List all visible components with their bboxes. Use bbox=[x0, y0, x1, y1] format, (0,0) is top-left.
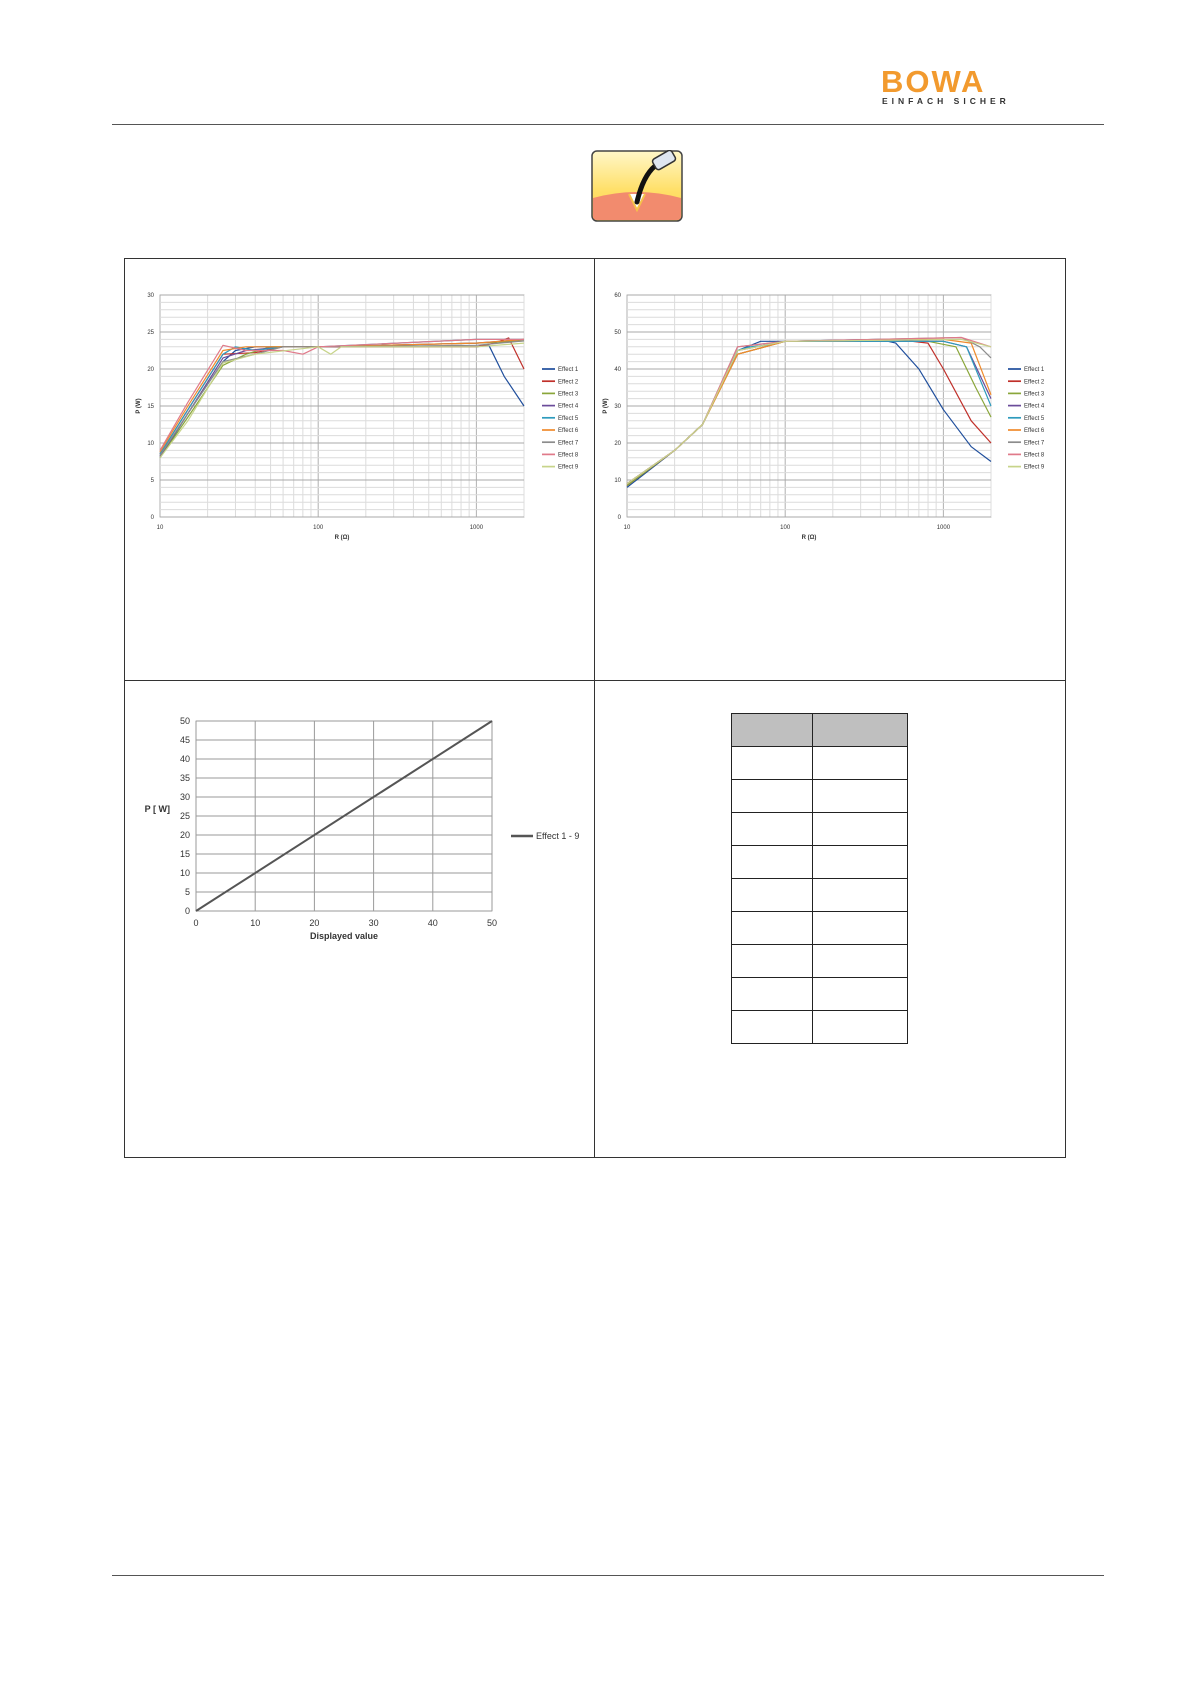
legend-label: Effect 6 bbox=[558, 428, 579, 435]
table-cell bbox=[732, 879, 813, 912]
footer-rule bbox=[112, 1575, 1104, 1576]
legend-label: Effect 1 bbox=[1024, 367, 1045, 374]
y-tick-label: 10 bbox=[614, 478, 621, 485]
x-tick-label: 100 bbox=[780, 525, 791, 531]
legend-label: Effect 5 bbox=[558, 415, 579, 422]
table-cell bbox=[813, 747, 908, 780]
x-tick-label: 0 bbox=[193, 918, 199, 928]
table-cell bbox=[813, 780, 908, 813]
x-tick-label: 10 bbox=[250, 918, 261, 928]
empty-table bbox=[731, 713, 908, 1044]
y-tick-label: 10 bbox=[147, 441, 154, 448]
x-tick-label: 20 bbox=[309, 918, 320, 928]
bowa-logo bbox=[881, 64, 1026, 108]
table-row bbox=[732, 747, 908, 780]
y-tick-label: 5 bbox=[150, 478, 154, 485]
table-header-row bbox=[732, 714, 908, 747]
table-cell bbox=[732, 780, 813, 813]
y-tick-label: 25 bbox=[147, 330, 154, 337]
y-tick-label: 0 bbox=[184, 906, 190, 917]
y-tick-label: 20 bbox=[179, 830, 190, 841]
power-vs-resistance-chart-2 bbox=[595, 259, 1065, 680]
y-tick-label: 15 bbox=[147, 404, 154, 411]
legend-label: Effect 8 bbox=[1024, 452, 1045, 459]
x-tick-label: 100 bbox=[313, 525, 324, 531]
power-vs-resistance-chart-1 bbox=[125, 259, 594, 680]
legend-label: Effect 1 - 9 bbox=[536, 831, 580, 842]
y-tick-label: 50 bbox=[614, 330, 621, 337]
legend-label: Effect 3 bbox=[558, 391, 579, 398]
y-axis-label: P (W) bbox=[136, 398, 142, 414]
table-cell bbox=[732, 747, 813, 780]
y-tick-label: 5 bbox=[184, 887, 190, 898]
legend-label: Effect 3 bbox=[1024, 391, 1045, 398]
y-tick-label: 30 bbox=[614, 404, 621, 411]
table-cell bbox=[813, 912, 908, 945]
y-tick-label: 30 bbox=[147, 293, 154, 300]
x-tick-label: 1000 bbox=[469, 525, 484, 531]
chart-cell-3 bbox=[125, 681, 595, 1157]
x-tick-label: 10 bbox=[623, 525, 631, 531]
electrode-cut-icon bbox=[591, 150, 683, 222]
table-row bbox=[732, 846, 908, 879]
table-cell bbox=[813, 1011, 908, 1044]
y-tick-label: 15 bbox=[179, 849, 190, 860]
table-row bbox=[732, 945, 908, 978]
power-vs-displayed-value-chart bbox=[125, 681, 594, 1157]
legend-label: Effect 4 bbox=[558, 403, 579, 410]
table-cell bbox=[595, 681, 1065, 1157]
table-row bbox=[732, 879, 908, 912]
legend-label: Effect 4 bbox=[1024, 403, 1045, 410]
y-axis-label: P [ W] bbox=[144, 804, 170, 814]
y-tick-label: 30 bbox=[179, 792, 190, 803]
table-cell bbox=[732, 912, 813, 945]
y-tick-label: 50 bbox=[179, 716, 190, 727]
table-cell bbox=[813, 813, 908, 846]
y-tick-label: 45 bbox=[179, 735, 190, 746]
table-header-cell bbox=[732, 714, 813, 747]
logo-word: BOWA bbox=[881, 64, 986, 99]
table-cell bbox=[813, 879, 908, 912]
y-tick-label: 0 bbox=[150, 515, 154, 522]
legend-label: Effect 7 bbox=[558, 440, 579, 447]
table-cell bbox=[732, 813, 813, 846]
table-cell bbox=[732, 978, 813, 1011]
chart-cell-2 bbox=[595, 259, 1065, 681]
legend-label: Effect 9 bbox=[1024, 464, 1045, 471]
table-cell bbox=[732, 945, 813, 978]
legend-label: Effect 7 bbox=[1024, 440, 1045, 447]
table-cell bbox=[813, 945, 908, 978]
legend-label: Effect 2 bbox=[558, 379, 579, 386]
y-tick-label: 20 bbox=[614, 441, 621, 448]
legend-label: Effect 5 bbox=[1024, 415, 1045, 422]
table-header-cell bbox=[813, 714, 908, 747]
x-axis-label: R (Ω) bbox=[334, 535, 350, 541]
x-tick-label: 40 bbox=[427, 918, 438, 928]
x-tick-label: 50 bbox=[486, 918, 498, 928]
chart-grid bbox=[124, 258, 1066, 1158]
x-tick-label: 10 bbox=[156, 525, 164, 531]
table-row bbox=[732, 813, 908, 846]
y-tick-label: 40 bbox=[614, 367, 621, 374]
legend-label: Effect 2 bbox=[1024, 379, 1045, 386]
y-tick-label: 0 bbox=[617, 515, 621, 522]
table-cell bbox=[813, 846, 908, 879]
x-tick-label: 1000 bbox=[936, 525, 951, 531]
table-cell bbox=[813, 978, 908, 1011]
y-tick-label: 40 bbox=[179, 754, 190, 765]
y-tick-label: 35 bbox=[179, 773, 190, 784]
chart-cell-1 bbox=[125, 259, 595, 681]
legend-label: Effect 1 bbox=[558, 367, 579, 374]
table-cell bbox=[732, 846, 813, 879]
x-axis-label: R (Ω) bbox=[801, 535, 817, 541]
table-row bbox=[732, 912, 908, 945]
y-tick-label: 60 bbox=[614, 293, 621, 300]
table-cell bbox=[732, 1011, 813, 1044]
x-axis-label: Displayed value bbox=[309, 931, 379, 941]
y-tick-label: 25 bbox=[179, 811, 190, 822]
y-axis-label: P (W) bbox=[603, 398, 609, 414]
y-tick-label: 10 bbox=[179, 868, 190, 879]
header-rule bbox=[112, 124, 1104, 125]
table-row bbox=[732, 1011, 908, 1044]
logo-tagline: EINFACH SICHER bbox=[882, 96, 1010, 106]
table-row bbox=[732, 978, 908, 1011]
legend-label: Effect 6 bbox=[1024, 428, 1045, 435]
x-tick-label: 30 bbox=[368, 918, 379, 928]
table-row bbox=[732, 780, 908, 813]
legend-label: Effect 9 bbox=[558, 464, 579, 471]
legend-label: Effect 8 bbox=[558, 452, 579, 459]
y-tick-label: 20 bbox=[147, 367, 154, 374]
